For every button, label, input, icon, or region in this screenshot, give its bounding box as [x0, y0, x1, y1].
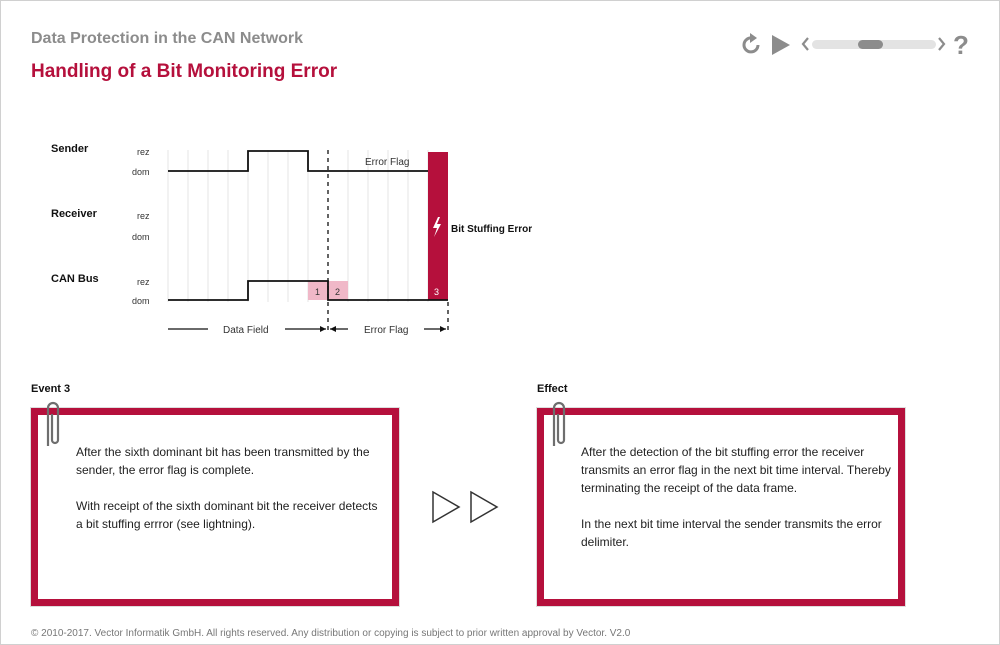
grid-lines	[168, 150, 428, 302]
effect-paragraph-1: After the detection of the bit stuffing error the receiver transmits an error flag in the next bit time interval. Thereby terminating the receipt of the data frame.	[581, 445, 891, 495]
chapter-subtitle: Data Protection in the CAN Network	[31, 30, 304, 47]
page-title: Handling of a Bit Monitoring Error	[31, 61, 338, 82]
effect-label: Effect	[537, 383, 568, 395]
row-label-can-bus: CAN Bus	[51, 273, 99, 285]
sender-rez-label: rez	[137, 147, 150, 157]
error-flag-arrow-right	[440, 326, 446, 332]
marker-2-label: 2	[335, 287, 341, 297]
effect-paragraph-2: In the next bit time interval the sender transmits the error delimiter.	[581, 517, 882, 549]
sender-dom-label: dom	[132, 167, 150, 177]
copyright-footer: © 2010-2017. Vector Informatik GmbH. All rights reserved. Any distribution or copying is subject to prior written approval by Vector. V2.0	[31, 628, 631, 639]
sender-error-flag-label: Error Flag	[365, 157, 410, 168]
canbus-rez-label: rez	[137, 277, 150, 287]
paperclip-icon	[546, 400, 570, 450]
marker-1-label: 1	[315, 287, 321, 297]
double-arrow-icon	[430, 490, 502, 524]
receiver-dom-label: dom	[132, 232, 150, 242]
receiver-rez-label: rez	[137, 211, 150, 221]
event-text	[76, 443, 386, 551]
data-field-arrow	[320, 326, 326, 332]
paperclip-icon	[40, 400, 64, 450]
event-paragraph-1: After the sixth dominant bit has been transmitted by the sender, the error flag is complete.	[76, 445, 370, 477]
row-label-sender: Sender	[51, 143, 89, 155]
data-field-label: Data Field	[223, 325, 269, 336]
effect-text	[581, 443, 891, 569]
canbus-dom-label: dom	[132, 296, 150, 306]
event-label: Event 3	[31, 383, 71, 395]
help-button[interactable]: ?	[953, 30, 969, 60]
bit-stuffing-error-label: Bit Stuffing Error	[451, 224, 533, 235]
marker-3-label: 3	[434, 287, 440, 297]
error-flag-bottom-label: Error Flag	[364, 325, 409, 336]
row-label-receiver: Receiver	[51, 208, 97, 220]
event-paragraph-2: With receipt of the sixth dominant bit the receiver detects a bit stuffing errror (see lightning).	[76, 499, 378, 531]
